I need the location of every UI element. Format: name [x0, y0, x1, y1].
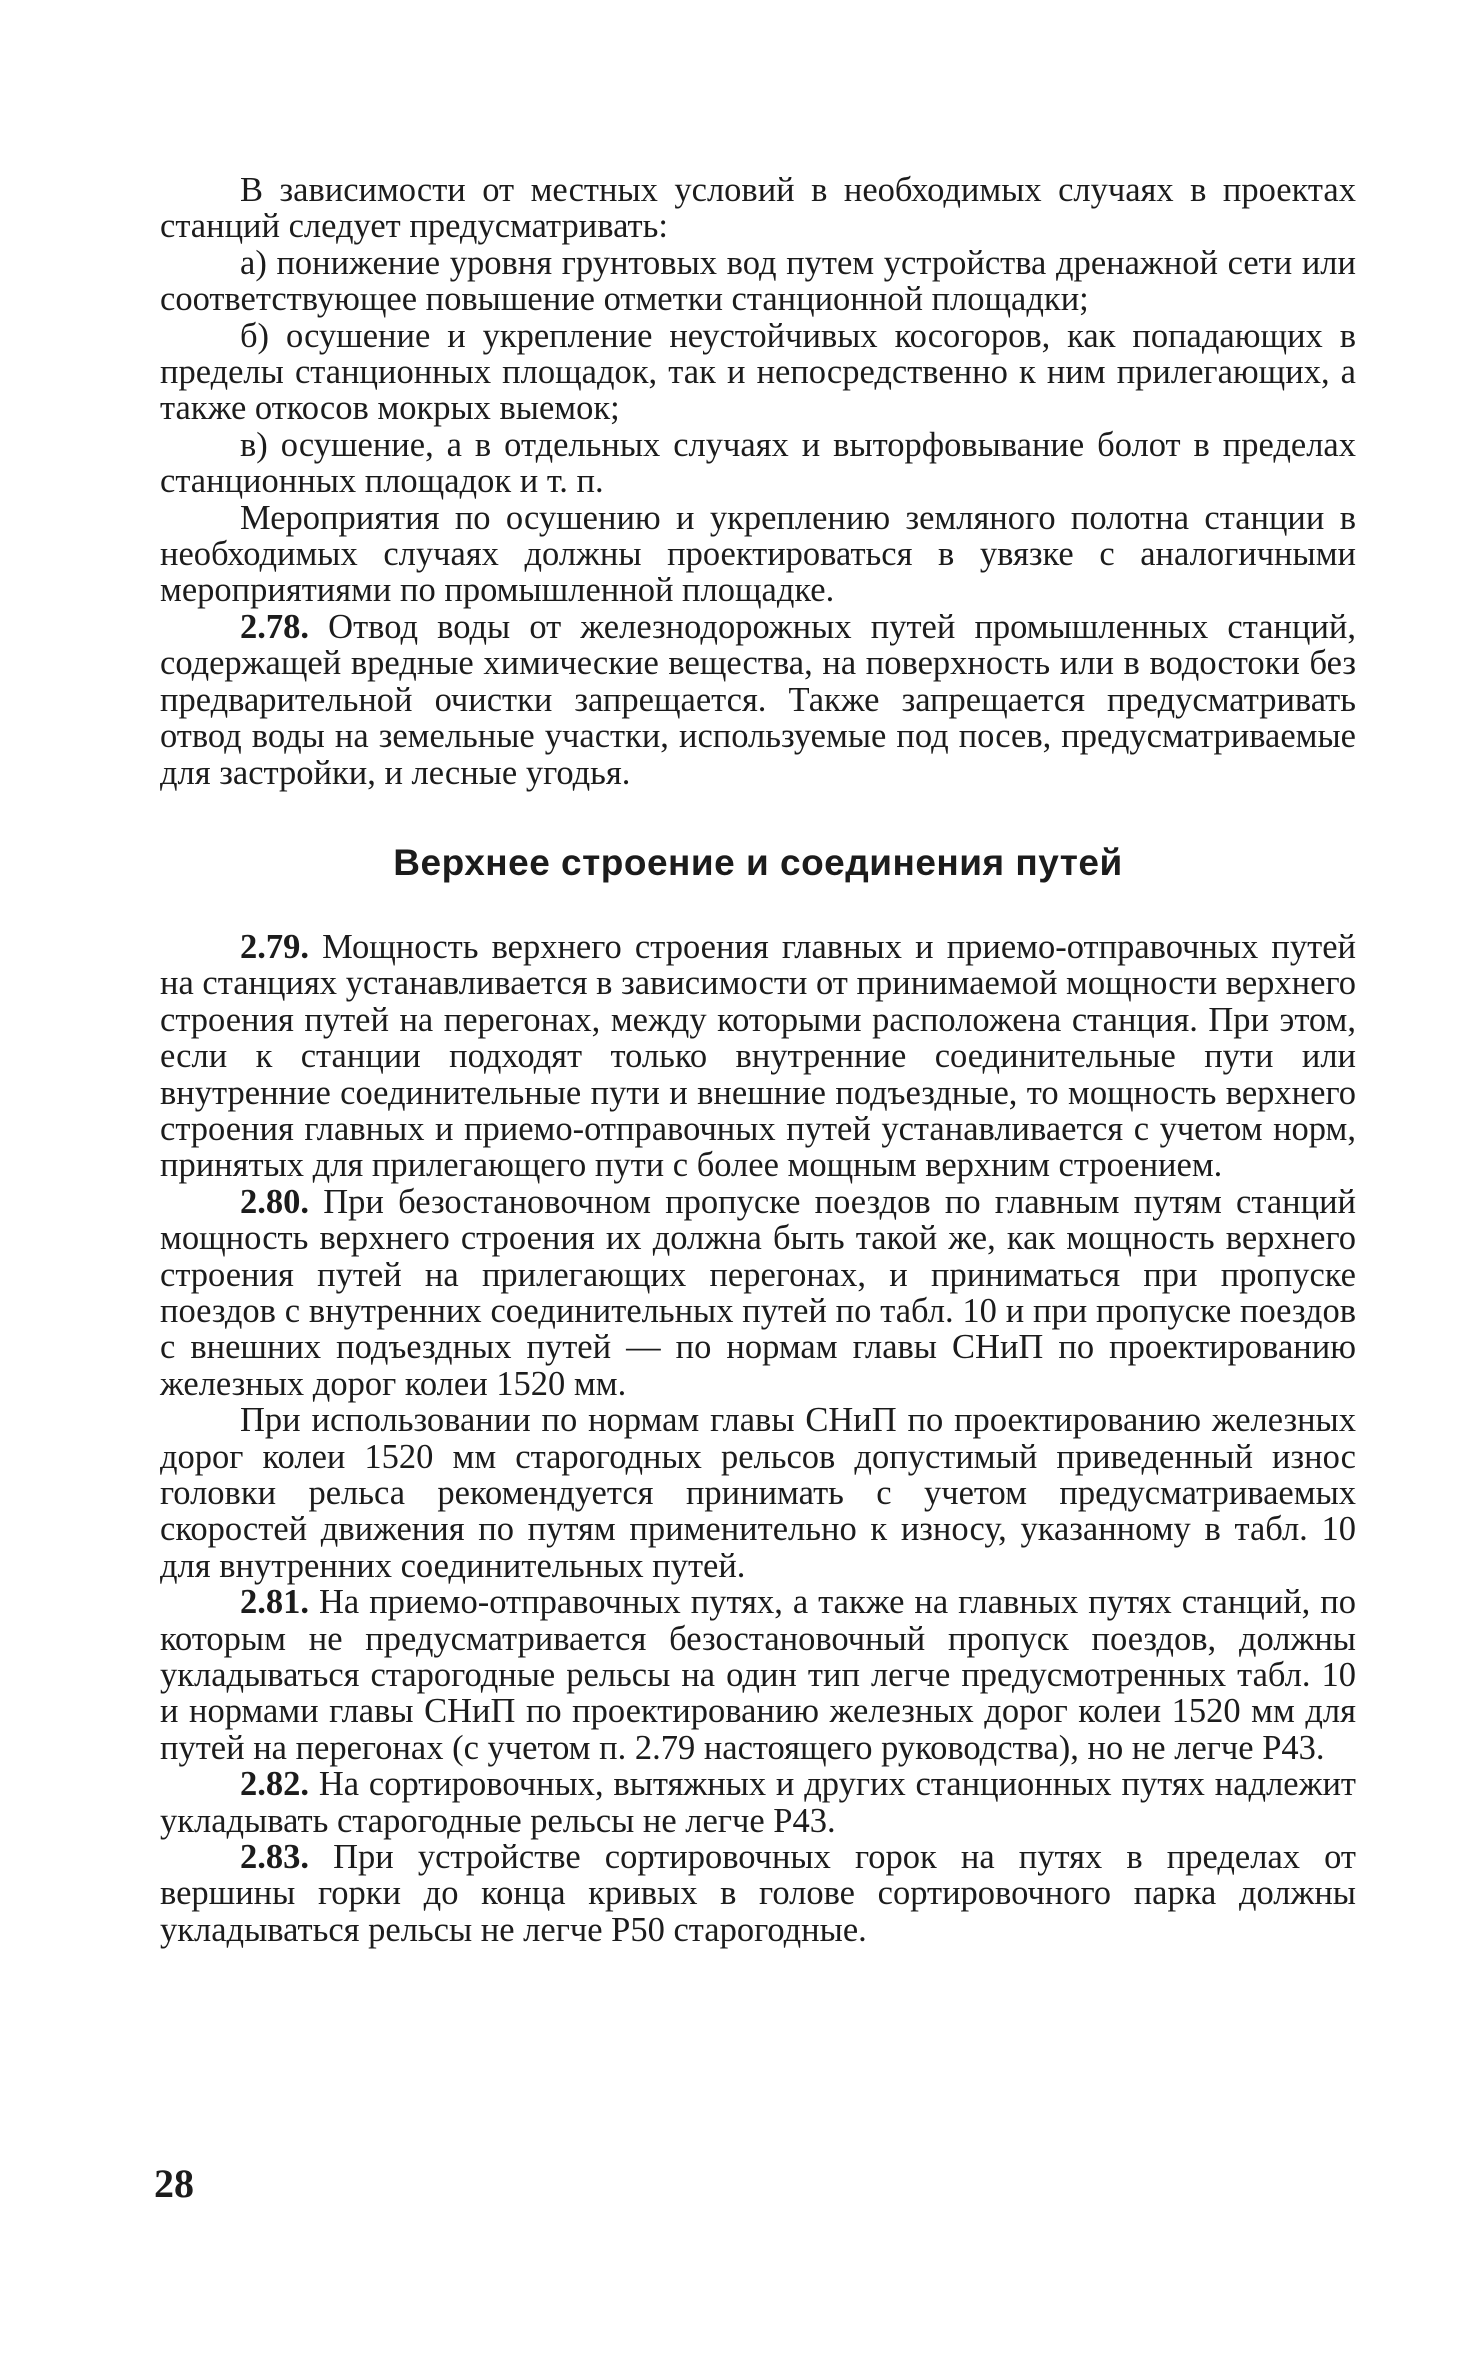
paragraph-2-80 — [160, 1184, 1356, 1402]
clause-text: Отвод воды от железнодорожных путей промышленных станций, содержащей вредные химические вещества, на поверхность или в водостоки без предварительной очистки запрещается. Также запрещается предусматривать отвод воды на земельные участки, используемые под посев, предусматриваемые для застройки, и лесные угодья. — [160, 607, 1356, 792]
paragraph-2-81 — [160, 1584, 1356, 1766]
clause-text: На приемо-отправочных путях, а также на главных путях станций, по которым не предусматривается безостановочный пропуск поездов, должны укладываться старогодные рельсы на один тип легче предусмотренных табл. 10 и нормами главы СНиП по проектированию железных дорог колеи 1520 мм для путей на перегонах (с учетом п. 2.79 настоящего руководства), но не легче Р43. — [160, 1583, 1356, 1767]
paragraph-item-c: в) осушение, а в отдельных случаях и выторфовывание болот в пределах станционных площадок и т. п. — [160, 425, 1356, 501]
paragraph-measures: Мероприятия по осушению и укреплению земляного полотна станции в необходимых случаях должны проектироваться в увязке с аналогичными мероприятиями по промышленной площадке. — [160, 498, 1356, 610]
clause-number: 2.83. — [240, 1838, 309, 1877]
clause-number: 2.82. — [240, 1765, 309, 1804]
paragraph-2-82 — [160, 1766, 1356, 1839]
paragraph-intro: В зависимости от местных условий в необходимых случаях в проектах станций следует предусматривать: — [160, 171, 1356, 246]
paragraph-2-78 — [160, 609, 1356, 791]
clause-number: 2.78. — [240, 607, 309, 646]
section-heading: Верхнее строение и соединения путей — [393, 841, 1123, 883]
paragraph-item-a: а) понижение уровня грунтовых вод путем устройства дренажной сети или соответствующее повышение отметки станционной площадки; — [160, 243, 1356, 319]
clause-number: 2.79. — [240, 927, 309, 966]
page-body — [160, 172, 1356, 1948]
clause-text: Мощность верхнего строения главных и приемо-отправочных путей на станциях устанавливается в зависимости от принимаемой мощности верхнего строения путей на перегонах, между которыми расположена станция. При этом, если к станции подходят только внутренние соединительные пути или внутренние соединительные пути и внешние подъездные, то мощность верхнего строения главных и приемо-отправочных путей устанавливается с учетом норм, принятых для прилегающего пути с более мощным верхним строением. — [160, 927, 1356, 1185]
clause-text: На сортировочных, вытяжных и других станционных путях надлежит укладывать старогодные рельсы не легче Р43. — [160, 1765, 1356, 1840]
paragraph-2-79 — [160, 929, 1356, 1184]
clause-number: 2.81. — [240, 1583, 309, 1622]
clause-number: 2.80. — [240, 1182, 309, 1221]
paragraph-2-83 — [160, 1839, 1356, 1948]
paragraph-item-b: б) осушение и укрепление неустойчивых косогоров, как попадающих в пределы станционных площадок, так и непосредственно к ним прилегающих, а также откосов мокрых выемок; — [160, 316, 1356, 428]
clause-text: При устройстве сортировочных горок на путях в пределах от вершины горки до конца кривых в голове сортировочного парка должны укладываться рельсы не легче Р50 старогодные. — [160, 1838, 1356, 1949]
page-number: 28 — [154, 2161, 194, 2206]
clause-text: При безостановочном пропуске поездов по главным путям станций мощность верхнего строения их должна быть такой же, как мощность верхнего строения путей на прилегающих перегонах, и приниматься при пропуске поездов с внутренних соединительных путей по табл. 10 и при пропуске поездов с внешних подъездных путей — по нормам главы СНиП по проектированию железных дорог колеи 1520 мм. — [160, 1182, 1356, 1403]
paragraph-2-80-continued: При использовании по нормам главы СНиП по проектированию железных дорог колеи 1520 мм старогодных рельсов допустимый приведенный износ головки рельса рекомендуется принимать с учетом предусматриваемых скоростей движения по путям применительно к износу, указанному в табл. 10 для внутренних соединительных путей. — [160, 1401, 1356, 1585]
